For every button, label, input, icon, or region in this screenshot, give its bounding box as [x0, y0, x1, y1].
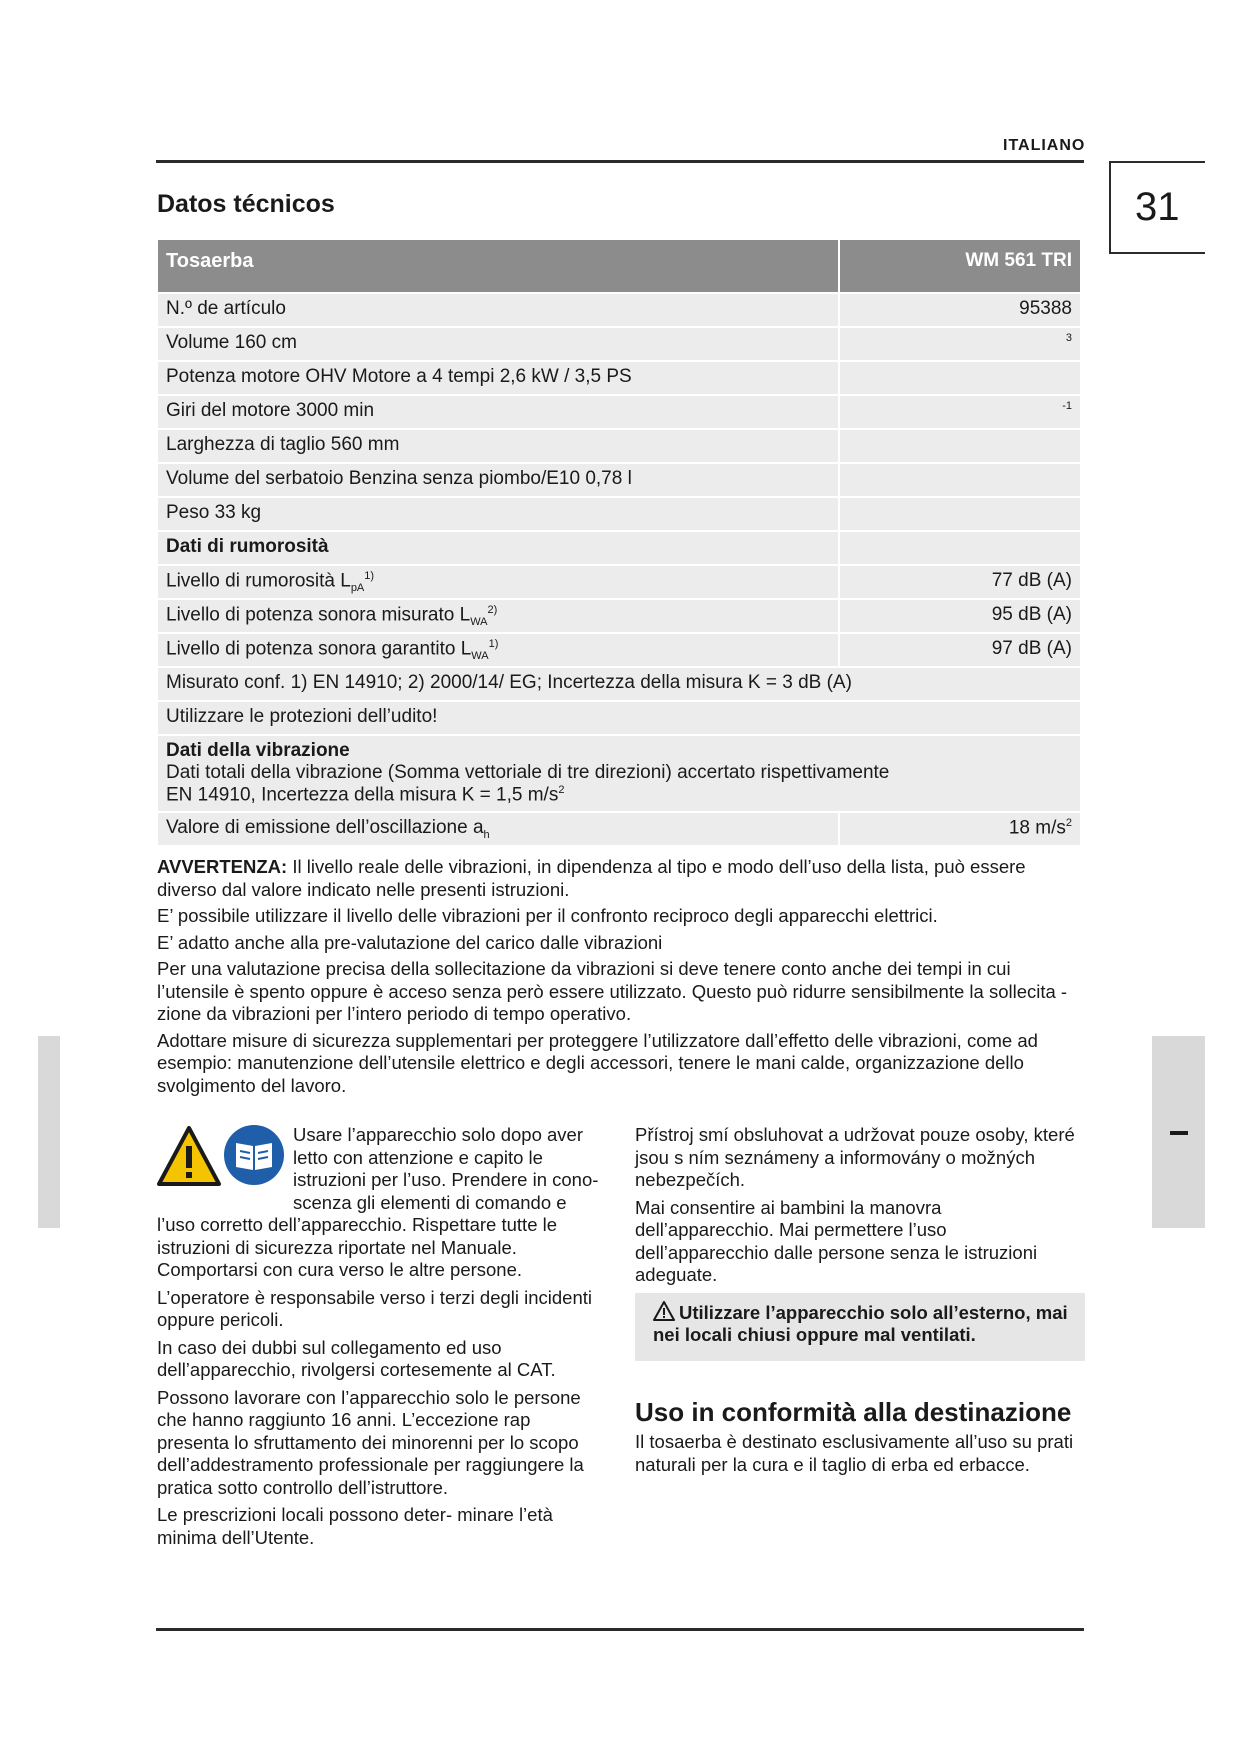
vibration-text-2-sup: 2: [558, 784, 565, 797]
noise-heading-row: [157, 531, 1081, 565]
warning-paragraph: E’ possibile utilizzare il livello delle vibrazioni per il confronto reciproco degli apparecchi elettrici.: [157, 905, 938, 926]
table-row: [157, 463, 1081, 497]
noise-sub: WA: [470, 616, 488, 629]
row-value: 95 dB (A): [839, 599, 1081, 633]
table-row: [157, 429, 1081, 463]
row-label: Larghezza di taglio 560 mm: [157, 429, 839, 463]
right-paragraph: Přístroj smí obsluhovat a udržovat pouze osoby, které jsou s ním seznámeny a informovány o možných nebezpečích.: [635, 1124, 1075, 1190]
page-number: 31: [1109, 161, 1205, 254]
table-row: [157, 701, 1081, 735]
table-row: [157, 812, 1081, 846]
row-label: Giri del motore 3000 min: [157, 395, 839, 429]
safety-icons: [157, 1124, 289, 1194]
left-column: [157, 1124, 607, 1554]
vibration-row-sub: h: [483, 828, 490, 841]
right-paragraph: Mai consentire ai bambini la manovra dell’apparecchio. Mai permettere l’uso dell’apparecchio dalle persone senza le istruzioni adeguate.: [635, 1196, 1038, 1285]
table-row: [157, 565, 1081, 599]
language-marker: [1170, 1131, 1188, 1135]
read-manual-icon: [223, 1124, 285, 1186]
vibration-text-1: Dati totali della vibrazione (Somma vettoriale di tre direzioni) accertato rispettivamente: [166, 762, 890, 784]
row-value: [839, 812, 1081, 846]
table-row: [157, 633, 1081, 667]
noise-sub: pA: [350, 582, 365, 595]
row-label: Volume del serbatoio Benzina senza piombo/E10 0,78 l: [157, 463, 839, 497]
vibration-text-2: EN 14910, Incertezza della misura K = 1,5 m/s: [166, 784, 559, 806]
page-title: Datos técnicos: [157, 190, 335, 218]
row-value: [839, 327, 1081, 361]
left-paragraph: L’operatore è responsabile verso i terzi degli incidenti oppure pericoli.: [157, 1286, 593, 1330]
row-label: [157, 599, 839, 633]
vibration-heading: Dati della vibrazione: [166, 740, 350, 762]
row-value: [839, 429, 1081, 463]
table-row: [157, 599, 1081, 633]
row-label: [157, 565, 839, 599]
hearing-note: Utilizzare le protezioni dell’udito!: [157, 701, 1081, 735]
noise-sub: WA: [471, 650, 489, 663]
notice-text: Utilizzare l’apparecchio solo all’esterno, mai nei locali chiusi oppure mal ventilati.: [653, 1301, 1068, 1345]
noise-label: Livello di potenza sonora misurato L: [166, 604, 471, 626]
vibration-row-value: 18 m/s: [1008, 817, 1066, 839]
spec-header-product: Tosaerba: [157, 239, 839, 293]
warning-paragraph: [157, 856, 1082, 901]
noise-sup: 1): [364, 570, 375, 582]
noise-heading: Dati di rumorosità: [157, 531, 839, 565]
table-row: [157, 293, 1081, 327]
row-value-sup: 3: [1065, 332, 1072, 344]
noise-label: Livello di rumorosità L: [166, 570, 351, 592]
row-value: [839, 361, 1081, 395]
warning-paragraph: Per una valutazione precisa della sollecitazione da vibrazioni si deve tenere conto anche dei tempi in cui l’utensile è spento oppure è acceso senza però essere utilizzato. Questo può ridurre sensibilmente la sollecita - zione da vibrazioni per l’intero periodo di tempo operativo.: [157, 958, 1068, 1024]
row-value: [839, 463, 1081, 497]
warning-paragraph: Adottare misure di sicurezza supplementari per proteggere l’utilizzatore dall’effetto delle vibrazioni, come ad esempio: manutenzione dell’utensile elettrico e degli accessori, tenere le mani calde, organizzazione dello svolgimento del lavoro.: [157, 1029, 1038, 1096]
right-column: [635, 1124, 1085, 1481]
table-row: [157, 327, 1081, 361]
left-paragraph: Le prescrizioni locali possono deter- minare l’età minima dell’Utente.: [157, 1504, 553, 1548]
table-row: [157, 667, 1081, 701]
left-paragraph: Possono lavorare con l’apparecchio solo le persone che hanno raggiunto 16 anni. L’eccezione rap presenta lo sfruttamento dei minorenni per lo scopo dell’addestramento professionale per raggiungere la pratica sotto controllo dell’istruttore.: [157, 1386, 584, 1498]
table-row: [157, 735, 1081, 811]
row-value: [839, 497, 1081, 531]
spec-header-model: WM 561 TRI: [839, 239, 1081, 293]
row-value: [839, 395, 1081, 429]
table-row: [157, 361, 1081, 395]
table-row: [157, 497, 1081, 531]
notice-box: [635, 1293, 1085, 1361]
section-text: Il tosaerba è destinato esclusivamente all’uso su prati naturali per la cura e il taglio di erba ed erbacce.: [635, 1431, 1074, 1475]
table-row: [157, 395, 1081, 429]
row-label: [157, 812, 839, 846]
row-value-sup: -1: [1062, 400, 1072, 412]
left-paragraph: In caso dei dubbi sul collegamento ed uso dell’apparecchio, rivolgersi cortesemente al CAT.: [157, 1336, 556, 1380]
row-label: N.º de artículo: [157, 293, 839, 327]
row-label: Peso 33 kg: [157, 497, 839, 531]
noise-label: Livello di potenza sonora garantito L: [166, 638, 472, 660]
row-label: Volume 160 cm: [157, 327, 839, 361]
row-value: 95388: [839, 293, 1081, 327]
vibration-block: [157, 735, 1081, 811]
measure-note: Misurato conf. 1) EN 14910; 2) 2000/14/ EG; Incertezza della misura K = 3 dB (A): [157, 667, 1081, 701]
row-label: Potenza motore OHV Motore a 4 tempi 2,6 kW / 3,5 PS: [157, 361, 839, 395]
noise-sup: 1): [488, 638, 499, 651]
side-tab-left: [38, 1036, 60, 1228]
header-rule: [156, 160, 1084, 163]
left-paragraph: Usare l’apparecchio solo dopo aver letto con attenzione e capito le istruzioni per l’uso. Prendere in cono-scenza gli elementi di comando e l’uso corretto dell’apparecchio. Rispettare tutte le istruzioni di sicurezza riportate nel Manuale. Comportarsi con cura verso le altre persone.: [157, 1124, 599, 1280]
row-label: [157, 633, 839, 667]
vibration-row-label: Valore di emissione dell’oscillazione a: [166, 816, 484, 838]
spec-table: [156, 238, 1082, 847]
noise-sup: 2): [487, 604, 498, 617]
warning-paragraph: E’ adatto anche alla pre-valutazione del carico dalle vibrazioni: [157, 931, 663, 953]
language-label: ITALIANO: [1003, 137, 1086, 154]
row-value: 97 dB (A): [839, 633, 1081, 667]
vibration-row-value-sup: 2: [1065, 816, 1072, 829]
warning-text: Il livello reale delle vibrazioni, in dipendenza al tipo e modo dell’uso della lista, può essere diverso dal valore indicato nelle presenti istruzioni.: [157, 856, 1026, 900]
spec-header-row: [157, 239, 1081, 293]
vibration-warning: [157, 856, 1082, 1101]
row-value: 77 dB (A): [839, 565, 1081, 599]
section-title: Uso in conformità alla destinazione: [635, 1396, 1072, 1427]
footer-rule: [156, 1628, 1084, 1631]
warning-icon: [653, 1301, 675, 1321]
vibration-text-2-line: [166, 784, 1072, 806]
row-value: [839, 531, 1081, 565]
warning-label: AVVERTENZA:: [157, 856, 288, 877]
